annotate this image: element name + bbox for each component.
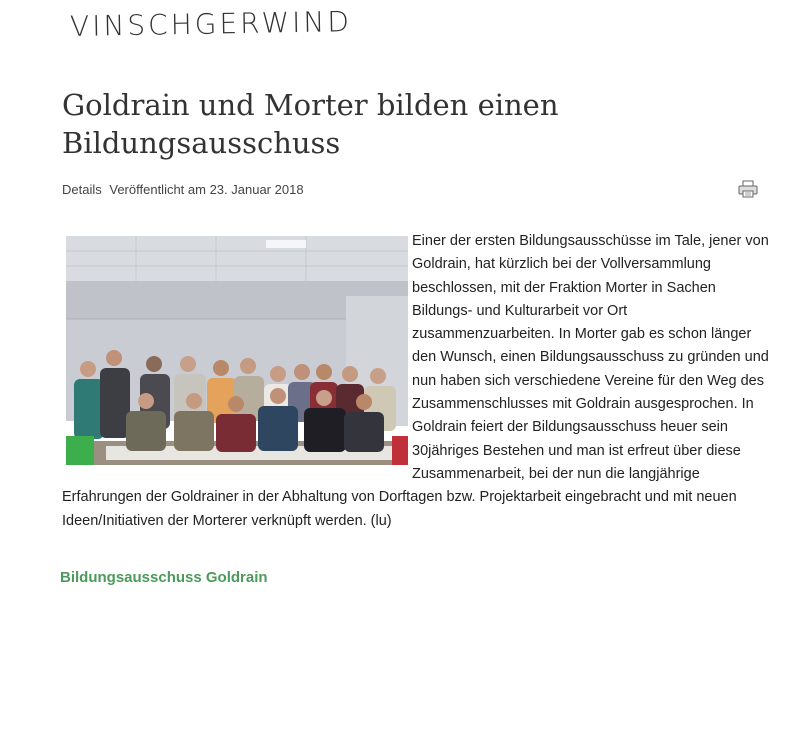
tag-link-bildungsausschuss-goldrain[interactable]: Bildungsausschuss Goldrain <box>60 569 268 586</box>
handwritten-source-label: VINSCHGERWIND <box>69 5 353 43</box>
details-label: Details <box>62 182 102 197</box>
article-meta <box>62 182 308 197</box>
print-icon[interactable] <box>738 180 758 198</box>
article-title: Goldrain und Morter bilden einen Bildungsausschuss <box>62 88 559 160</box>
article-body: Einer der ersten Bildungsausschüsse im Tale, jener von Goldrain, hat kürzlich bei der Vollversammlung beschlossen, mit der Fraktion Morter in Sachen Bildungs- und Kulturarbeit vor Ort zusammenzuarbeiten. In Morter gab es schon länger den Wunsch, einen Bildungsausschuss zu gründen und nun haben sich verschiedene Vereine für den Weg des Zusammenschlusses mit Goldrain ausgesprochen. In Goldrain feiert der Bildungsausschuss heuer sein 30jähriges Bestehen und man ist erfreut über diese Zusammenarbeit, bei der nun die langjährige Erfahrungen der Goldrainer in der Abhaltung von Dorftagen bzw. Projektarbeit eingebracht und mit neuen Ideen/Initiativen der Morterer verknüpft werden. (lu) <box>62 233 769 529</box>
published-date: Veröffentlicht am 23. Januar 2018 <box>109 182 304 197</box>
